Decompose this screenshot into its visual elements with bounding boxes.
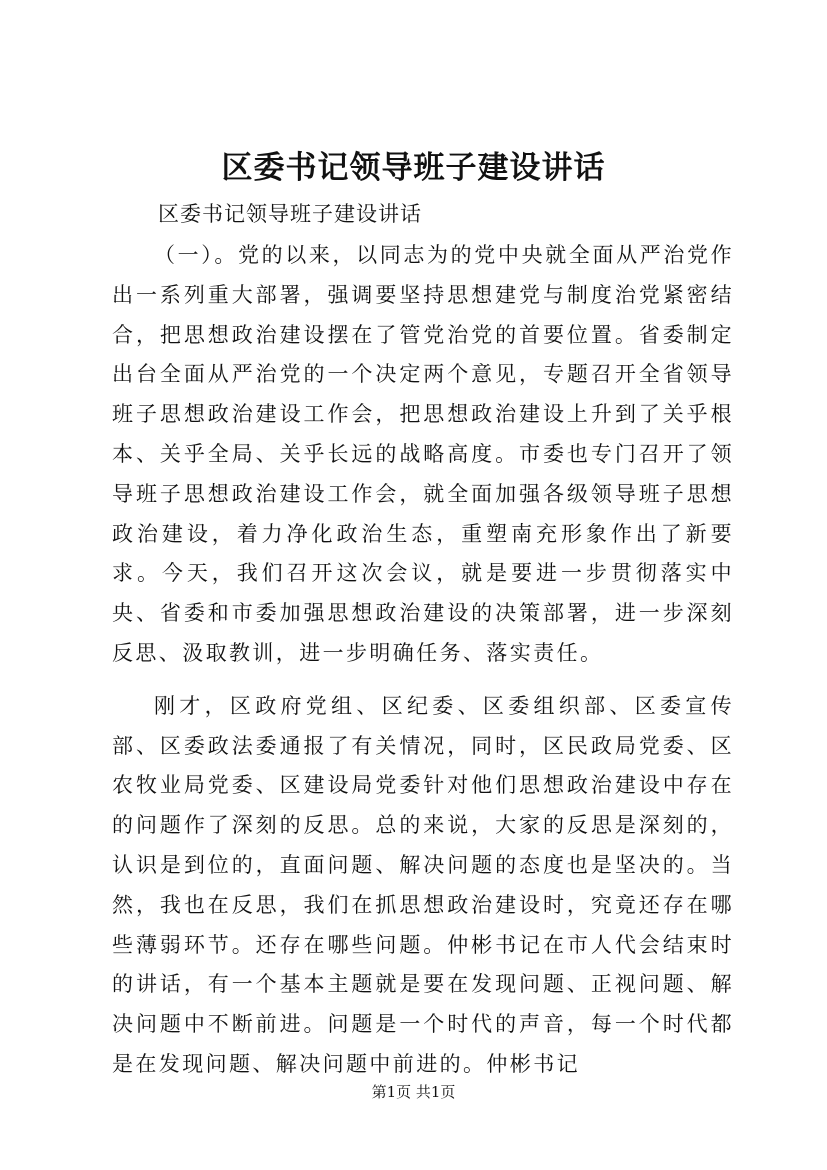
paragraph-2: 刚才，区政府党组、区纪委、区委组织部、区委宣传部、区委政法委通报了有关情况，同时，区民政局党委、区农牧业局党委、区建设局党委针对他们思想政治建设中存在的问题作了深刻的反思。总的来说，大家的反思是深刻的，认识是到位的，直面问题、解决问题的态度也是坚决的。当然，我也在反思，我们在抓思想政治建设时，究竟还存在哪些薄弱环节。还存在哪些问题。仲彬书记在市人代会结束时的讲话，有一个基本主题就是要在发现问题、正视问题、解决问题中不断前进。问题是一个时代的声音，每一个时代都是在发现问题、解决问题中前进的。仲彬书记 [112, 693, 734, 1076]
paragraph-1: （一）。党的以来，以同志为的党中央就全面从严治党作出一系列重大部署，强调要坚持思想建党与制度治党紧密结合，把思想政治建设摆在了管党治党的首要位置。省委制定出台全面从严治党的一个决定两个意见，专题召开全省领导班子思想政治建设工作会，把思想政治建设上升到了关乎根本、关乎全局、关乎长远的战略高度。市委也专门召开了领导班子思想政治建设工作会，就全面加强各级领导班子思想政治建设，着力净化政治生态，重塑南充形象作出了新要求。今天，我们召开这次会议，就是要进一步贯彻落实中央、省委和市委加强思想政治建设的决策部署，进一步深刻反思、汲取教训，进一步明确任务、落实责任。 [112, 243, 734, 665]
document-subtitle: 区委书记领导班子建设讲话 [158, 202, 422, 226]
page-number-footer: 第1页 共1页 [371, 1083, 456, 1101]
document-body [112, 236, 734, 1085]
document-title: 区委书记领导班子建设讲话 [221, 150, 606, 186]
